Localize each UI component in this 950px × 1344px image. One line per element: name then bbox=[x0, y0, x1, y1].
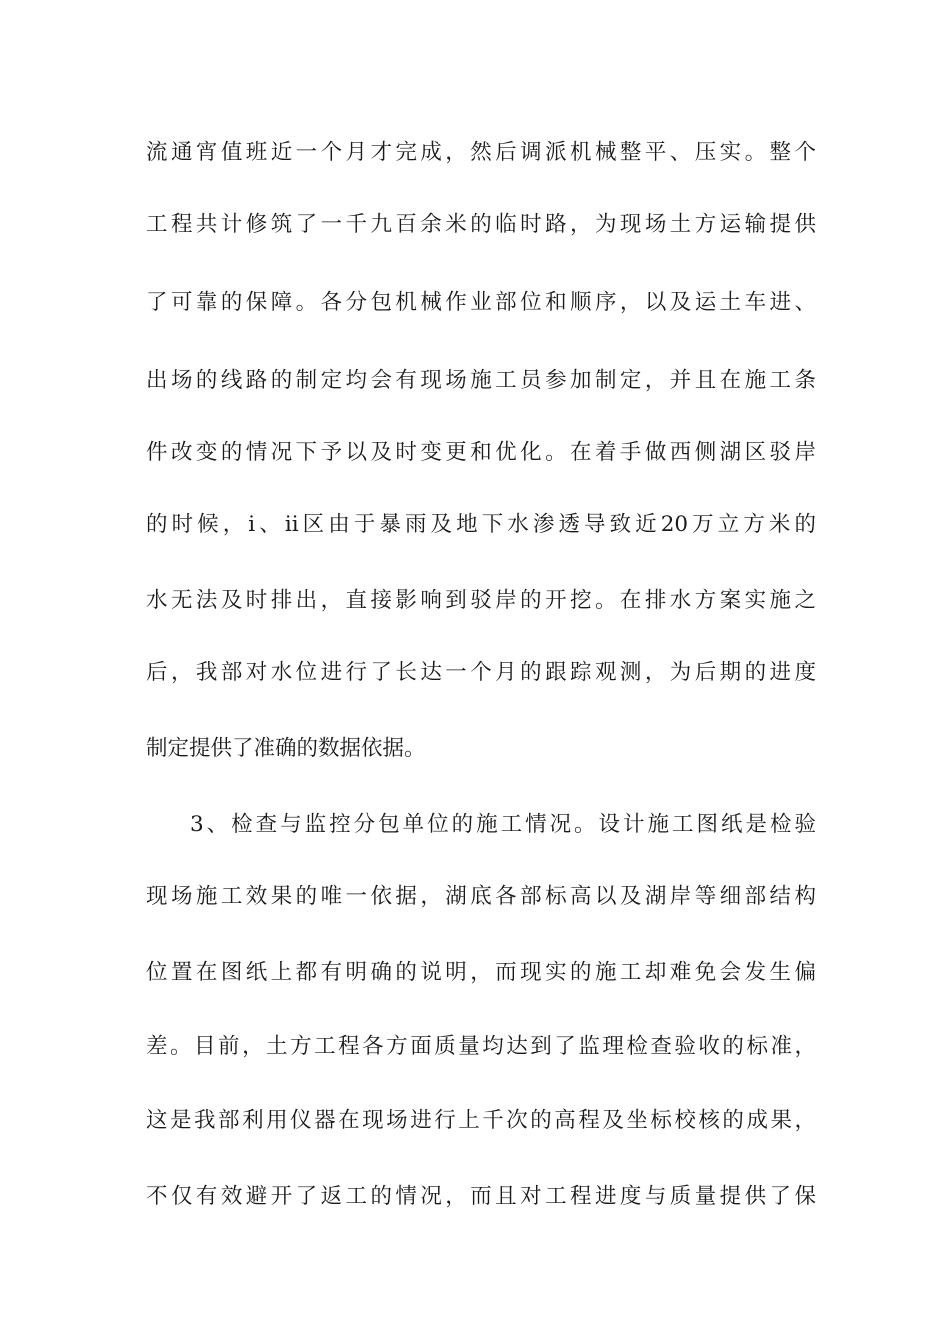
text-line: 位置在图纸上都有明确的说明，而现实的施工却难免会发生偏 bbox=[146, 960, 816, 985]
text-line: 出场的线路的制定均会有现场施工员参加制定，并且在施工条 bbox=[146, 368, 816, 393]
text-line: 水无法及时排出，直接影响到驳岸的开挖。在排水方案实施之 bbox=[146, 588, 816, 613]
text-line: 差。目前，土方工程各方面质量均达到了监理检查验收的标准， bbox=[146, 1034, 816, 1059]
text-line: 这是我部利用仪器在现场进行上千次的高程及坐标校核的成果， bbox=[146, 1108, 816, 1133]
text-line: 了可靠的保障。各分包机械作业部位和顺序，以及运土车进、 bbox=[146, 290, 816, 315]
text-line: 工程共计修筑了一千九百余米的临时路，为现场土方运输提供 bbox=[146, 212, 816, 237]
text-line: 流通宵值班近一个月才完成，然后调派机械整平、压实。整个 bbox=[146, 140, 816, 165]
text-line: 现场施工效果的唯一依据，湖底各部标高以及湖岸等细部结构 bbox=[146, 884, 816, 909]
text-line: 3、检查与监控分包单位的施工情况。设计施工图纸是检验 bbox=[190, 812, 816, 837]
text-line: 制定提供了准确的数据依据。 bbox=[146, 736, 426, 761]
text-line: 的时候，ⅰ、ⅱ区由于暴雨及地下水渗透导致近20万立方米的 bbox=[146, 512, 816, 537]
text-line: 件改变的情况下予以及时变更和优化。在着手做西侧湖区驳岸 bbox=[146, 440, 816, 465]
text-line: 后，我部对水位进行了长达一个月的跟踪观测，为后期的进度 bbox=[146, 660, 816, 685]
text-line: 不仅有效避开了返工的情况，而且对工程进度与质量提供了保 bbox=[146, 1184, 816, 1209]
